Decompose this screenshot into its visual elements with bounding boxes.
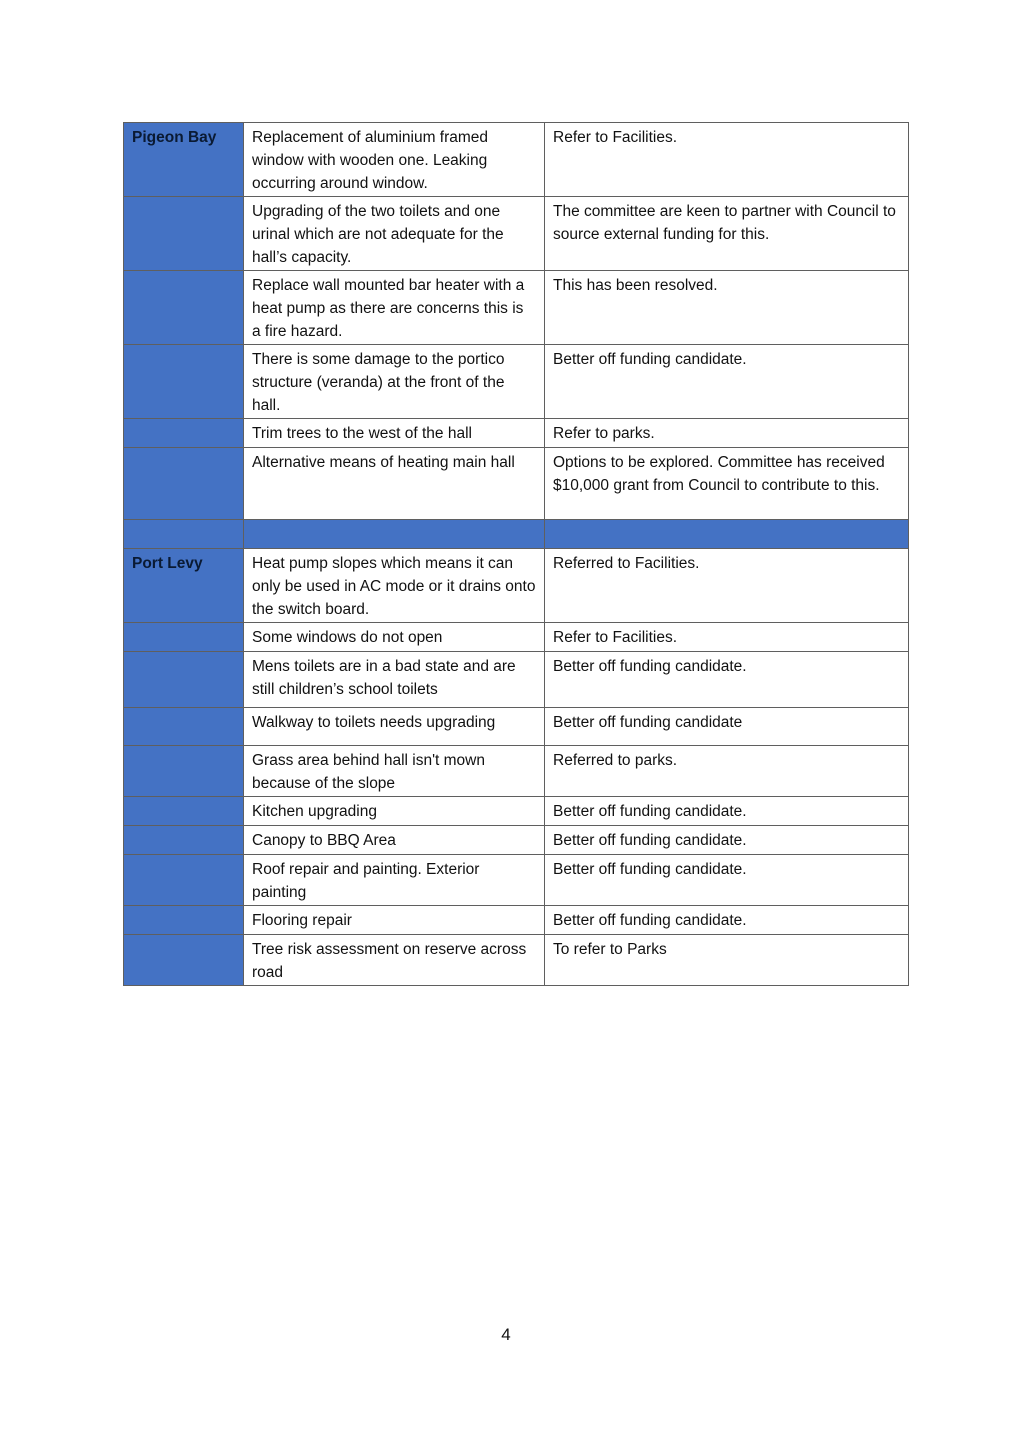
location-cell <box>124 855 244 906</box>
issue-cell: Some windows do not open <box>244 623 545 652</box>
location-cell <box>124 271 244 345</box>
location-cell <box>124 746 244 797</box>
issue-cell: Trim trees to the west of the hall <box>244 419 545 448</box>
location-cell <box>124 797 244 826</box>
table-row <box>124 855 909 906</box>
table-row <box>124 935 909 986</box>
location-cell <box>124 652 244 708</box>
issue-cell: Alternative means of heating main hall <box>244 448 545 520</box>
location-cell <box>124 448 244 520</box>
location-cell <box>124 826 244 855</box>
table-row <box>124 746 909 797</box>
divider-cell <box>545 520 909 549</box>
response-cell: Refer to Facilities. <box>545 623 909 652</box>
response-cell: Referred to Facilities. <box>545 549 909 623</box>
location-cell-port-levy: Port Levy <box>124 549 244 623</box>
response-cell: This has been resolved. <box>545 271 909 345</box>
table-row <box>124 197 909 271</box>
location-cell <box>124 935 244 986</box>
table-row <box>124 549 909 623</box>
response-cell: Better off funding candidate. <box>545 797 909 826</box>
issue-cell: Flooring repair <box>244 906 545 935</box>
divider-cell <box>244 520 545 549</box>
location-cell <box>124 419 244 448</box>
response-cell: Better off funding candidate. <box>545 855 909 906</box>
table-row <box>124 419 909 448</box>
table-row <box>124 623 909 652</box>
table-row <box>124 906 909 935</box>
location-cell-pigeon-bay: Pigeon Bay <box>124 123 244 197</box>
response-cell: Refer to parks. <box>545 419 909 448</box>
location-cell <box>124 345 244 419</box>
table-row <box>124 826 909 855</box>
response-cell: Better off funding candidate. <box>545 826 909 855</box>
response-cell: The committee are keen to partner with Council to source external funding for this. <box>545 197 909 271</box>
issue-cell: Kitchen upgrading <box>244 797 545 826</box>
response-cell: Better off funding candidate. <box>545 652 909 708</box>
issue-cell: Tree risk assessment on reserve across road <box>244 935 545 986</box>
table-row <box>124 652 909 708</box>
page-number: 4 <box>501 1325 511 1344</box>
issue-cell: Canopy to BBQ Area <box>244 826 545 855</box>
table-row <box>124 448 909 520</box>
table-row <box>124 271 909 345</box>
location-cell <box>124 197 244 271</box>
location-cell <box>124 906 244 935</box>
response-cell: Referred to parks. <box>545 746 909 797</box>
table-row <box>124 708 909 746</box>
table-row <box>124 123 909 197</box>
divider-cell <box>124 520 244 549</box>
response-cell: Refer to Facilities. <box>545 123 909 197</box>
table-row <box>124 345 909 419</box>
response-cell: Better off funding candidate. <box>545 906 909 935</box>
issue-cell: Upgrading of the two toilets and one urinal which are not adequate for the hall’s capacity. <box>244 197 545 271</box>
hall-issues-table <box>123 122 909 986</box>
issue-cell: Mens toilets are in a bad state and are still children’s school toilets <box>244 652 545 708</box>
response-cell: Better off funding candidate. <box>545 345 909 419</box>
section-divider-row <box>124 520 909 549</box>
issue-cell: Replace wall mounted bar heater with a heat pump as there are concerns this is a fire hazard. <box>244 271 545 345</box>
issue-cell: There is some damage to the portico structure (veranda) at the front of the hall. <box>244 345 545 419</box>
issue-cell: Heat pump slopes which means it can only be used in AC mode or it drains onto the switch board. <box>244 549 545 623</box>
issue-cell: Roof repair and painting. Exterior painting <box>244 855 545 906</box>
response-cell: Better off funding candidate <box>545 708 909 746</box>
location-cell <box>124 623 244 652</box>
issue-cell: Walkway to toilets needs upgrading <box>244 708 545 746</box>
issue-cell: Replacement of aluminium framed window with wooden one. Leaking occurring around window. <box>244 123 545 197</box>
response-cell: To refer to Parks <box>545 935 909 986</box>
response-cell: Options to be explored. Committee has received $10,000 grant from Council to contribute to this. <box>545 448 909 520</box>
table-row <box>124 797 909 826</box>
location-cell <box>124 708 244 746</box>
issue-cell: Grass area behind hall isn't mown because of the slope <box>244 746 545 797</box>
